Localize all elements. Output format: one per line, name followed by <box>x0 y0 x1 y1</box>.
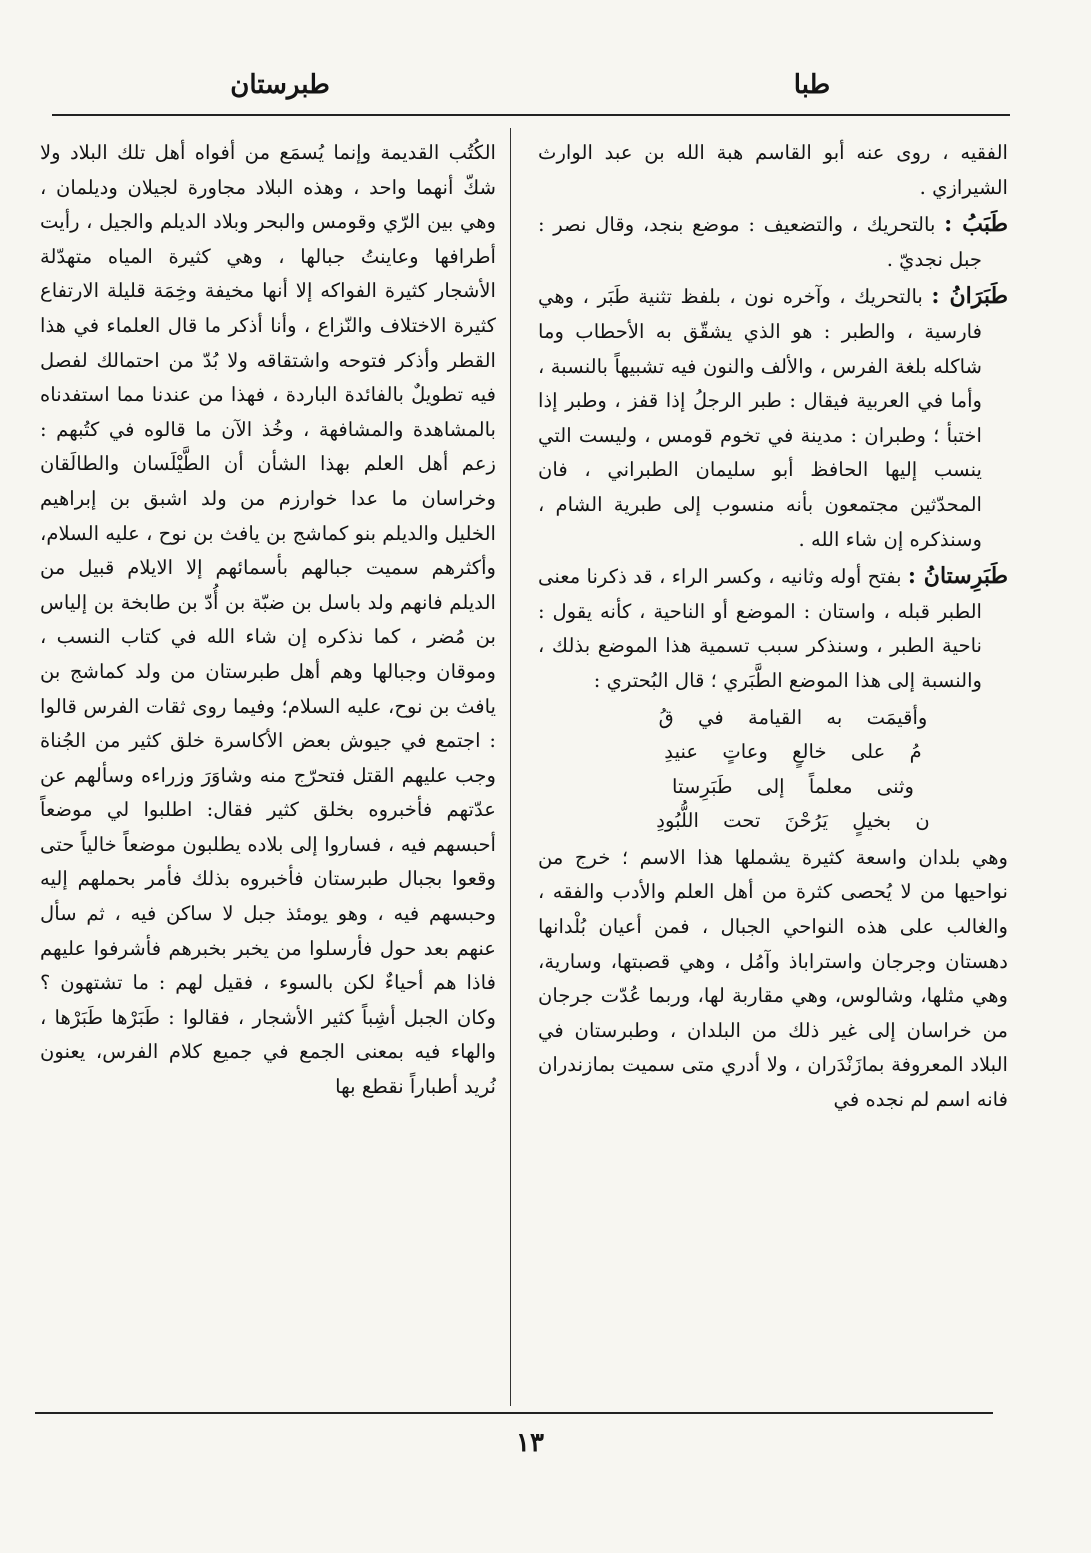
entry-tabaran <box>538 279 1008 557</box>
left-column-paragraph: الكُتُب القديمة وإنما يُسمَع من أفواه أهل تلك البلاد ولا شكّ أنهما واحد ، وهذه البلاد مجاورة لجيلان وديلمان ، وهي بين الرّي وقومس والبحر وبلاد الديلم والجيل ، رأيت أطرافها وعاينتُ جبالها ، وهي كثيرة المياه متهدّلة الأشجار كثيرة الفواكه إلا أنها مخيفة وخِمَة قليلة الارتفاع كثيرة الاختلاف والنّزاع ، وأنا أذكر ما قال العلماء في هذا القطر وأذكر فتوحه واشتقاقه ولا بُدّ من احتمالك لفصل فيه تطويلٌ بالفائدة الباردة ، فهذا من عندنا مما استفدناه بالمشاهدة والمشافهة ، وخُذ الآن ما قالوه في كتُبهم : زعم أهل العلم بهذا الشأن أن الطَّيْلَسان والطالَقان وخراسان ما عدا خوارزم من ولد اشبق بن إبراهيم الخليل والديلم بنو كماشج بن يافث بن نوح ، عليه السلام، وأكثرهم سميت جبالهم بأسمائهم إلا الايلام قبيل من الديلم فانهم ولد باسل بن ضبّة بن أُدّ بن طابخة بن إلياس بن مُضر ، كما نذكره إن شاء الله في كتاب النسب ، وموقان وجبالها وهم أهل طبرستان من ولد كماشج بن يافث بن نوح، عليه السلام؛ وفيما روى ثقات الفرس قالوا : اجتمع في جيوش بعض الأكاسرة خلق كثير من الجُناة وجب عليهم القتل فتحرّج منه وشاوَرَ وزراءه وسألهم عن عدّتهم فأخبروه بخلق كثير فقال: اطلبوا لي موضعاً أحبسهم فيه ، فساروا إلى بلاده يطلبون موضعاً خالياً حتى وقعوا بجبال طبرستان فأخبروه بذلك فأمر بحملهم إليه وحبسهم فيه ، وهو يومئذ جبل لا ساكن فيه ، ثم سأل عنهم بعد حول فأرسلوا من يخبر بخبرهم فأشرفوا عليهم فاذا هم أحياءٌ لكن بالسوء ، فقيل لهم : ما تشتهون ؟ وكان الجبل أشِباً كثير الأشجار ، فقالوا : طَبَرْها طَبَرْها ، والهاء فيه بمعنى الجمع في جميع كلام الفرس، يعنون نُريد أطباراً نقطع بها <box>40 141 496 1099</box>
intro-paragraph: الفقيه ، روى عنه أبو القاسم هبة الله بن عبد الوارث الشيرازي . <box>538 141 1008 199</box>
running-header-left: طبرستان <box>230 70 330 100</box>
column-divider <box>510 128 511 1406</box>
entry-text-tabab: بالتحريك ، والتضعيف : موضع بنجد، وقال نصر : جبل نجديّ . <box>538 213 982 271</box>
entry-tabaristan <box>538 559 1008 698</box>
bottom-rule <box>35 1412 993 1414</box>
page-number: ١٣ <box>516 1428 544 1458</box>
top-rule <box>52 114 1010 116</box>
poem-line: ن بخيلٍ يَرُحْنَ تحت اللُّبُودِ <box>656 809 930 833</box>
headword-tabab: طَبَبُ : <box>944 211 1008 238</box>
entry-text-tabaristan: بفتح أوله وثانيه ، وكسر الراء ، قد ذكرنا معنى الطبر قبله ، واستان : الموضع أو الناحية ، كأنه يقول : ناحية الطبر ، وسنذكر سبب تسمية هذا الموضع بذلك ، والنسبة إلى هذا الموضع الطَّبَري ؛ قال البُحتري : <box>538 565 982 692</box>
poem-block <box>538 701 1008 839</box>
paragraph-after-poem: وهي بلدان واسعة كثيرة يشملها هذا الاسم ؛ خرج من نواحيها من لا يُحصى كثرة من أهل العلم والأدب والفقه ، والغالب على هذه النواحي الجبال ، فمن أعيان بُلْدانها دهستان وجرجان واستراباذ وآمُل ، وهي قصبتها، وسارية، وهي مثلها، وشالوس، وهي مقاربة لها، وربما عُدّت جرجان من خراسان إلى غير ذلك من البلدان ، وطبرستان في البلاد المعروفة بمازَنْدَران ، ولا أدري متى سميت بمازندران فانه اسم لم نجده في <box>538 845 1008 1112</box>
right-column <box>538 136 1008 1404</box>
entry-tabab <box>538 207 1008 277</box>
poem-line: مُ على خالعٍ وعاتٍ عنيدِ <box>664 740 922 764</box>
running-header-right: طبا <box>793 70 831 100</box>
poem-line: وثنى معلماً إلى طَبَرِستا <box>672 774 914 798</box>
left-column <box>40 136 496 1404</box>
headword-tabaran: طَبَرَانُ : <box>931 283 1008 310</box>
poem-line: وأقيمَت به القيامة في قُ <box>658 705 928 729</box>
headword-tabaristan: طَبَرِستانُ : <box>907 563 1008 590</box>
entry-text-tabaran: بالتحريك ، وآخره نون ، بلفظ تثنية طَبَر ، وهي فارسية ، والطبر : هو الذي يشقّق به الأحطاب وما شاكله بلغة الفرس ، والألف والنون فيه تشبيهاً بالنسبة ، وأما في العربية فيقال : طبر الرجلُ إذا قفز ، وطبر إذا اختبأ ؛ وطبران : مدينة في تخوم قومس ، وليست التي ينسب إليها الحافظ أبو سليمان الطبراني ، فان المحدّثين مجتمعون بأنه منسوب إلى طبرية الشام ، وسنذكره إن شاء الله . <box>538 285 982 551</box>
